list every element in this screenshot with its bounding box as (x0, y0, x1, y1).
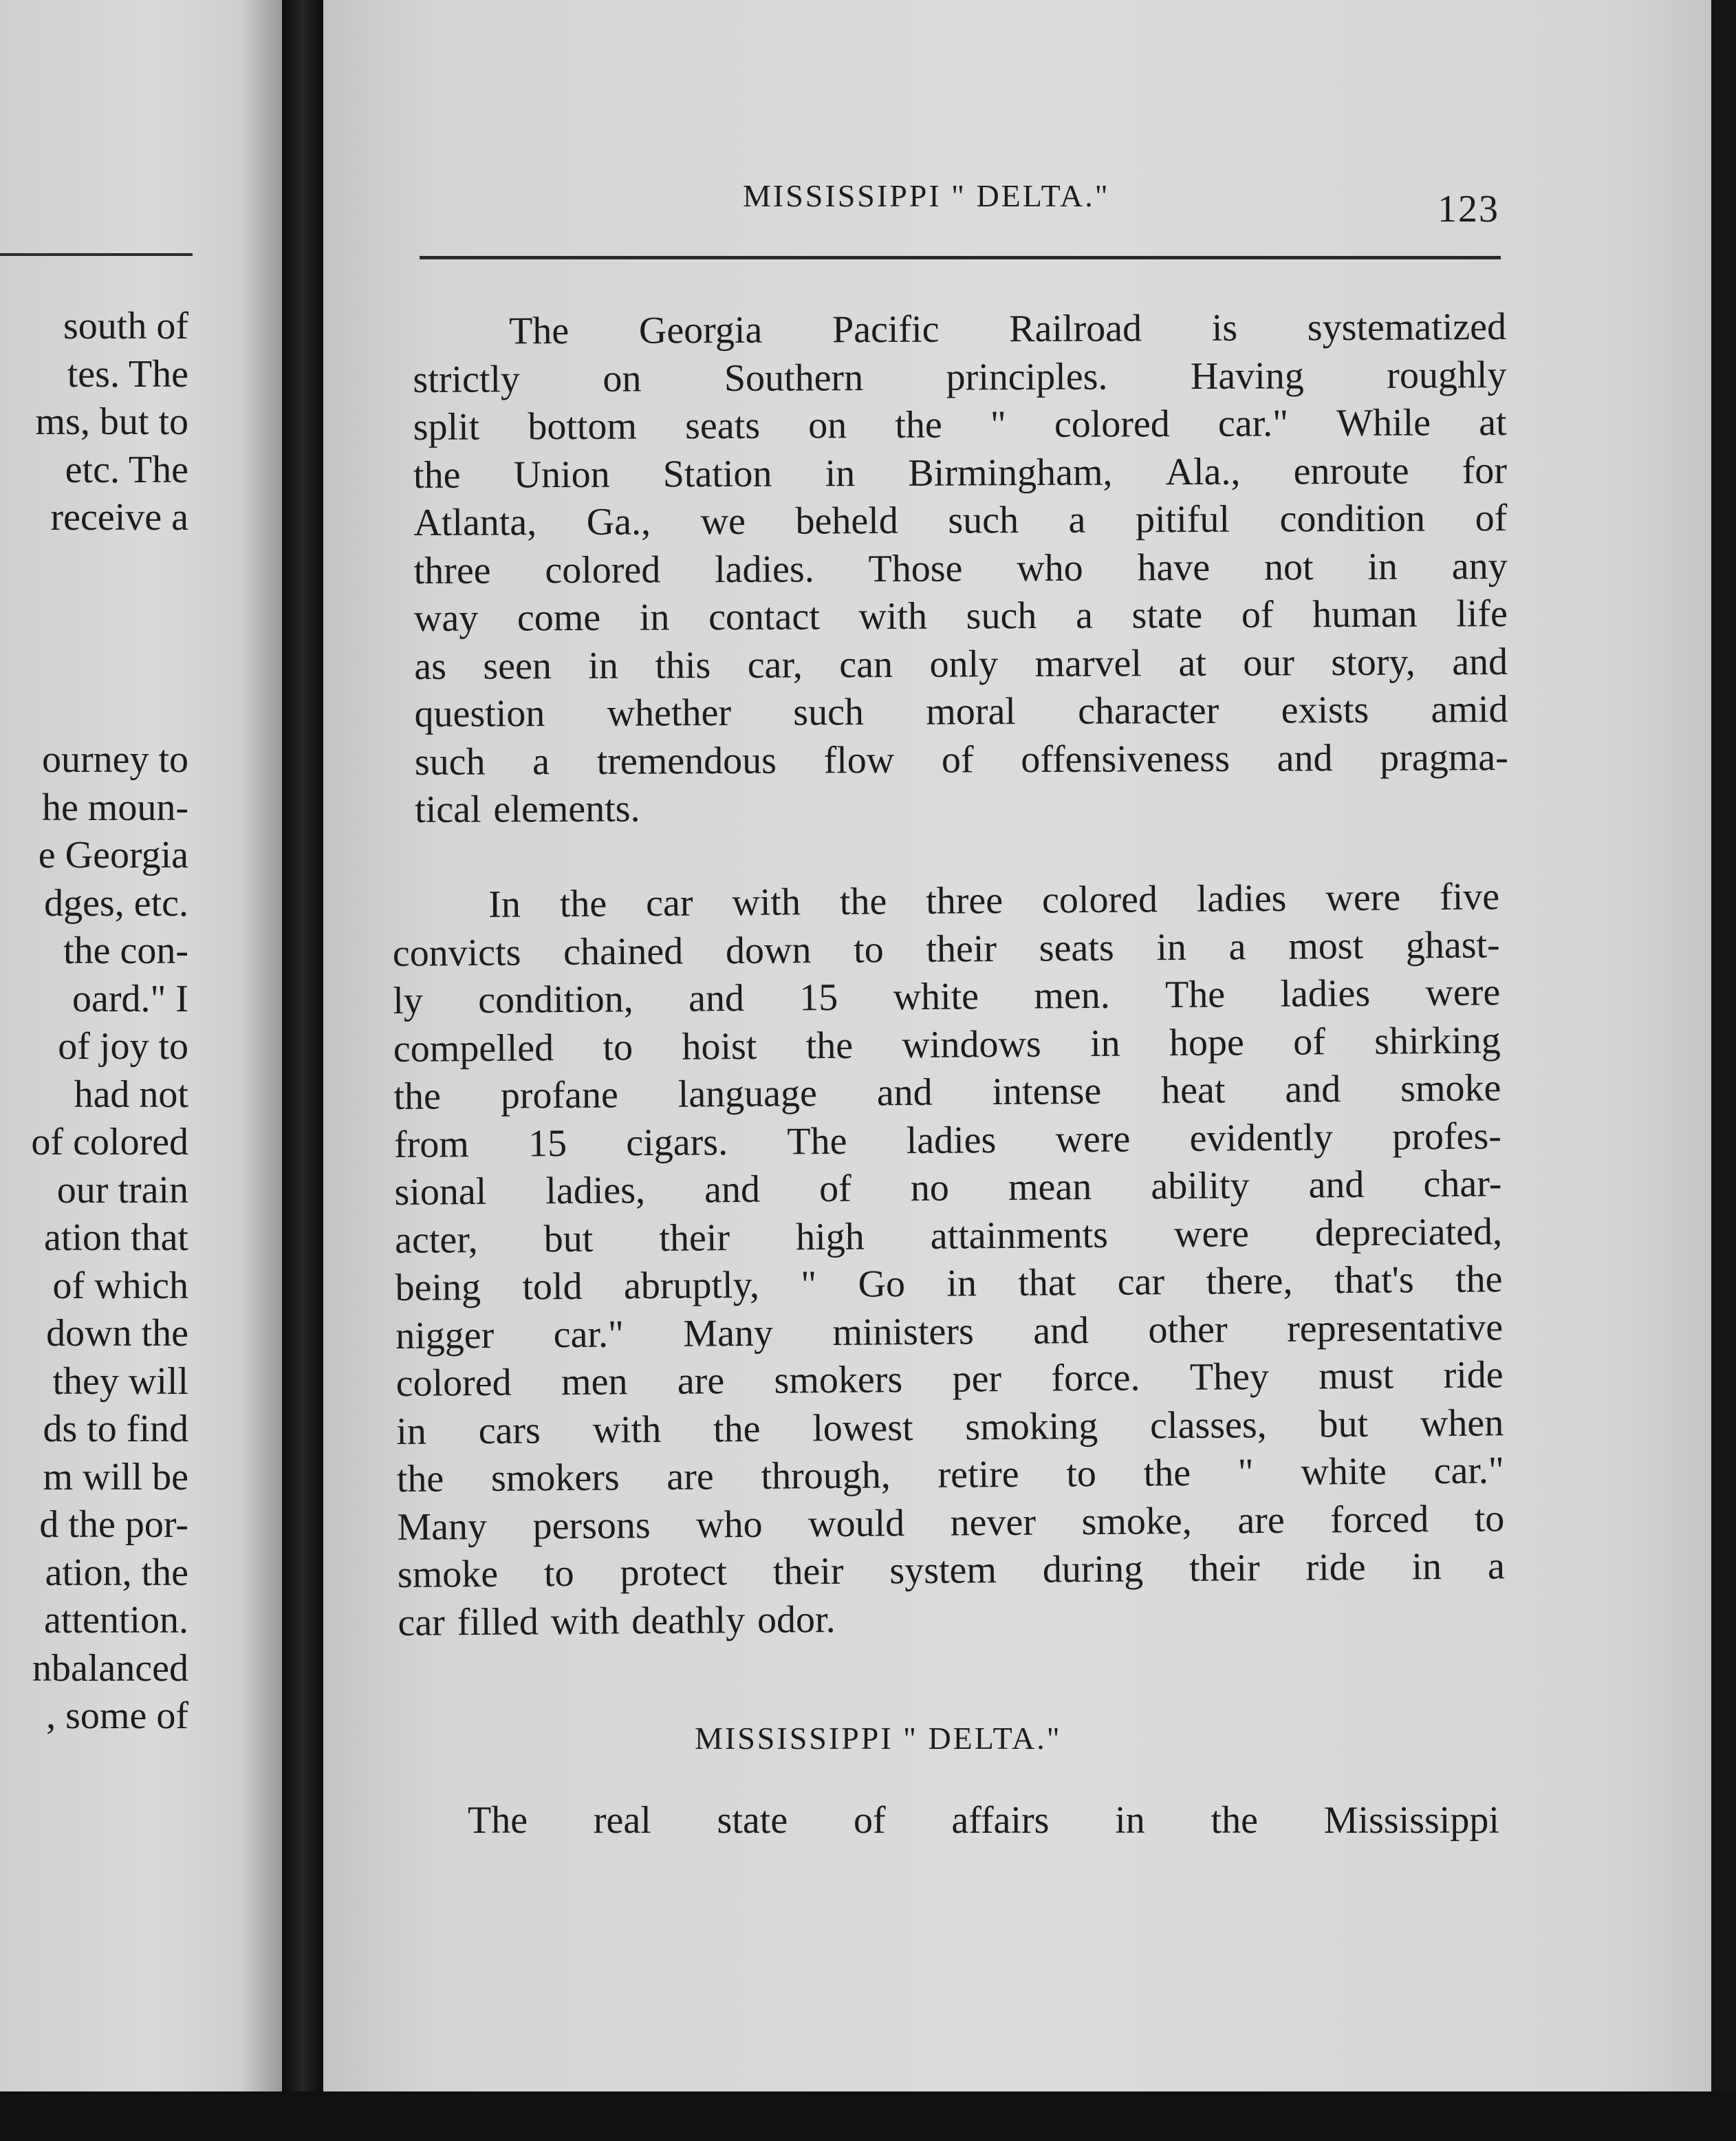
previous-page-line: ds to find (43, 1408, 188, 1450)
text-line: the profane language and intense heat and smoke (393, 1066, 1501, 1118)
bottom-edge (0, 2091, 1736, 2141)
previous-page-line: receive a (50, 496, 188, 539)
previous-page-line: attention. (44, 1599, 188, 1642)
previous-page (0, 0, 282, 2091)
previous-page-line: he moun- (41, 786, 188, 829)
page-number: 123 (1437, 188, 1499, 230)
text-line: being told abruptly, " Go in that car there, that's the (395, 1258, 1503, 1309)
text-line: The Georgia Pacific Railroad is systematized (509, 305, 1507, 353)
previous-page-line: dges, etc. (44, 881, 188, 925)
text-line: in cars with the lowest smoking classes, but when (396, 1401, 1504, 1453)
text-line: Atlanta, Ga., we beheld such a pitiful condition of (413, 497, 1508, 544)
paragraph-georgia-pacific (413, 303, 1508, 834)
text-line: The real state of affairs in the Mississippi (468, 1799, 1499, 1842)
text-line: smoke to protect their system during their ride in a (397, 1545, 1506, 1596)
section-title: MISSISSIPPI " DELTA." (695, 1721, 1062, 1756)
previous-page-line: had not (74, 1073, 188, 1116)
previous-page-line: , some of (46, 1694, 188, 1737)
text-line: split bottom seats on the " colored car." While at (413, 401, 1507, 449)
text-line: from 15 cigars. The ladies were evidently profes- (393, 1114, 1502, 1166)
text-line: nigger car." Many ministers and other representative (395, 1305, 1504, 1357)
paragraph-mississippi-delta (468, 1797, 1499, 1845)
previous-page-line: tes. The (67, 352, 188, 396)
previous-page-line: ms, but to (35, 400, 188, 443)
text-line: compelled to hoist the windows in hope of shirking (393, 1018, 1501, 1070)
previous-page-line: the con- (63, 929, 188, 972)
running-head: MISSISSIPPI " DELTA." (743, 178, 1110, 213)
previous-page-line: of which (52, 1264, 188, 1307)
previous-page-line: they will (52, 1359, 188, 1403)
text-line: tical elements. (415, 787, 640, 831)
previous-page-text-bottom (31, 736, 188, 1741)
text-line: as seen in this car, can only marvel at our story, and (414, 640, 1508, 688)
text-line: convicts chained down to their seats in a most ghast- (392, 923, 1500, 975)
text-line: question whether such moral character exists amid (414, 688, 1508, 735)
text-line: such a tremendous flow of offensiveness and pragma- (414, 735, 1508, 784)
previous-page-line: ourney to (41, 738, 188, 781)
previous-page-head-rule (0, 253, 193, 256)
text-line: strictly on Southern principles. Having roughly (413, 353, 1507, 401)
text-line: way come in contact with such a state of human life (413, 592, 1508, 640)
previous-page-line: ation, the (45, 1551, 188, 1594)
text-line: car filled with deathly odor. (398, 1597, 836, 1644)
previous-page-line: nbalanced (32, 1646, 188, 1690)
previous-page-line: m will be (43, 1455, 188, 1498)
text-line: the smokers are through, retire to the " white car." (396, 1449, 1504, 1500)
previous-page-line: of joy to (58, 1025, 188, 1068)
previous-page-line: ation that (44, 1216, 188, 1259)
text-line: sional ladies, and of no mean ability and char- (394, 1162, 1502, 1214)
previous-page-line: d the por- (39, 1503, 188, 1546)
previous-page-line: our train (56, 1168, 188, 1212)
text-line: Many persons who would never smoke, are forced to (397, 1496, 1505, 1549)
text-line: the Union Station in Birmingham, Ala., enroute for (413, 449, 1508, 497)
previous-page-line: e Georgia (38, 834, 188, 876)
previous-page-line: of colored (31, 1121, 188, 1163)
paragraph-convicts-car (392, 873, 1506, 1647)
previous-page-line: south of (63, 305, 188, 347)
book-gutter (282, 0, 323, 2141)
head-rule (420, 256, 1501, 259)
text-line: acter, but their high attainments were depreciated, (394, 1209, 1503, 1262)
text-line: colored men are smokers per force. They must ride (395, 1353, 1504, 1405)
text-line: ly condition, and 15 white men. The ladies were (393, 971, 1501, 1022)
text-line: In the car with the three colored ladies were five (488, 875, 1500, 926)
text-line: three colored ladies. Those who have not in any (413, 544, 1508, 592)
previous-page-line: down the (46, 1312, 188, 1355)
previous-page-text-top (36, 303, 188, 542)
previous-page-line: etc. The (65, 448, 188, 491)
previous-page-line: oard." I (72, 977, 188, 1020)
current-page (323, 0, 1711, 2091)
